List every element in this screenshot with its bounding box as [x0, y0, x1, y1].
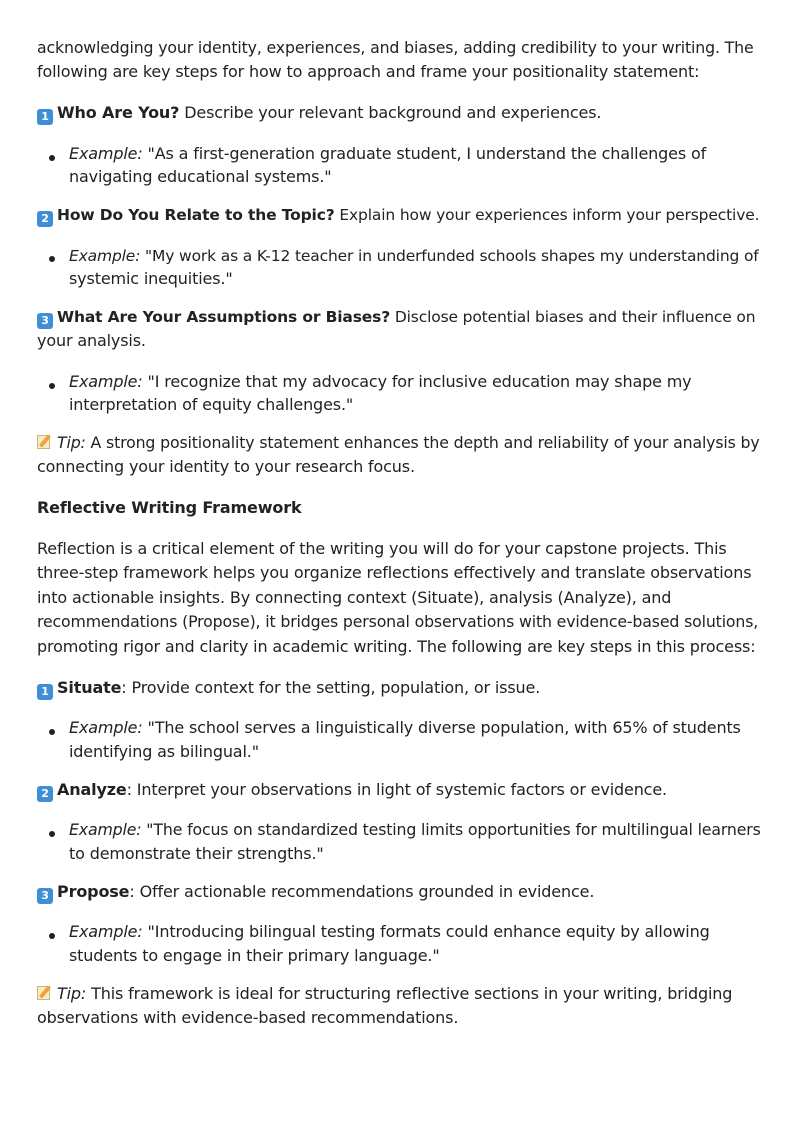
paragraph-line: recommendations (Propose), it bridges personal observations with evidence-based solutions,	[37, 612, 759, 631]
example-text: "As a first-generation graduate student, I understand the challenges of	[142, 144, 707, 163]
example-line-2: to demonstrate their strengths."	[69, 844, 324, 863]
reflective-step-3	[37, 880, 594, 904]
step-text: Disclose potential biases and their influence on	[390, 308, 756, 326]
step-text: Explain how your experiences inform your perspective.	[334, 206, 760, 224]
positionality-tip	[37, 431, 760, 455]
example-text: "I recognize that my advocacy for inclusive education may shape my	[142, 372, 692, 391]
step-title: Propose	[57, 882, 130, 901]
intro-line-1: acknowledging your identity, experiences, and biases, adding credibility to your writing. The	[37, 38, 754, 57]
bullet-icon	[49, 831, 55, 837]
example-line-1	[69, 370, 692, 394]
tip-text: A strong positionality statement enhances the depth and reliability of your analysis by	[85, 433, 760, 452]
paragraph-line: Reflection is a critical element of the writing you will do for your capstone projects. This	[37, 539, 727, 558]
step-title: Situate	[57, 678, 122, 697]
tip-line-2: observations with evidence-based recommendations.	[37, 1008, 459, 1027]
example-line-2: interpretation of equity challenges."	[69, 395, 354, 414]
keycap-2-icon: 2	[37, 211, 53, 227]
bullet-icon	[49, 155, 55, 161]
example-label: Example:	[69, 820, 142, 839]
keycap-1-icon: 1	[37, 684, 53, 700]
example-label: Example:	[69, 247, 141, 265]
step-text-line-2: your analysis.	[37, 331, 146, 350]
example-label: Example:	[69, 144, 143, 163]
reflective-step-1	[37, 676, 540, 700]
bullet-icon	[49, 933, 55, 939]
example-line-2: systemic inequities."	[69, 269, 233, 288]
memo-icon	[37, 434, 53, 450]
example-label: Example:	[69, 718, 143, 737]
keycap-2-icon: 2	[37, 786, 53, 802]
step-title: What Are Your Assumptions or Biases?	[57, 308, 391, 326]
example-line-1	[69, 716, 741, 740]
example-line-2: identifying as bilingual."	[69, 742, 259, 761]
bullet-icon	[49, 256, 55, 262]
example-line-1	[69, 142, 706, 166]
example-label: Example:	[69, 922, 143, 941]
keycap-1-icon: 1	[37, 109, 53, 125]
reflective-step-2	[37, 778, 667, 802]
tip-line-2: connecting your identity to your research focus.	[37, 457, 415, 476]
intro-line-2: following are key steps for how to approach and frame your positionality statement:	[37, 62, 700, 81]
bullet-icon	[49, 383, 55, 389]
example-line-1	[69, 920, 710, 944]
bullet-icon	[49, 729, 55, 735]
step-text: : Offer actionable recommendations grounded in evidence.	[129, 882, 595, 901]
step-title: Analyze	[57, 780, 127, 799]
example-label: Example:	[69, 372, 143, 391]
step-title: How Do You Relate to the Topic?	[57, 206, 335, 224]
example-text: "Introducing bilingual testing formats could enhance equity by allowing	[142, 922, 710, 941]
step-title: Who Are You?	[57, 103, 180, 122]
paragraph-line: promoting rigor and clarity in academic writing. The following are key steps in this process:	[37, 637, 756, 656]
reflective-tip	[37, 982, 732, 1006]
step-text: : Interpret your observations in light of systemic factors or evidence.	[126, 780, 667, 799]
example-line-1	[69, 818, 761, 842]
memo-icon	[37, 985, 53, 1001]
paragraph-line: three-step framework helps you organize reflections effectively and translate observations	[37, 563, 752, 582]
positionality-step-1	[37, 101, 601, 125]
example-line-2: navigating educational systems."	[69, 167, 332, 186]
tip-label: Tip:	[57, 984, 87, 1003]
paragraph-line: into actionable insights. By connecting context (Situate), analysis (Analyze), and	[37, 588, 672, 607]
section-heading: Reflective Writing Framework	[37, 498, 302, 517]
example-text: "My work as a K-12 teacher in underfunded schools shapes my understanding of	[140, 247, 759, 265]
tip-label: Tip:	[57, 433, 86, 452]
example-line-2: students to engage in their primary language."	[69, 946, 440, 965]
step-text: Describe your relevant background and experiences.	[179, 103, 602, 122]
keycap-3-icon: 3	[37, 313, 53, 329]
keycap-3-icon: 3	[37, 888, 53, 904]
example-line-1	[69, 244, 759, 268]
example-text: "The focus on standardized testing limits opportunities for multilingual learners	[141, 820, 761, 839]
example-text: "The school serves a linguistically diverse population, with 65% of students	[142, 718, 741, 737]
tip-text: This framework is ideal for structuring reflective sections in your writing, bridging	[86, 984, 733, 1003]
step-text: : Provide context for the setting, population, or issue.	[121, 678, 541, 697]
positionality-step-2	[37, 203, 759, 227]
positionality-step-3	[37, 305, 755, 329]
